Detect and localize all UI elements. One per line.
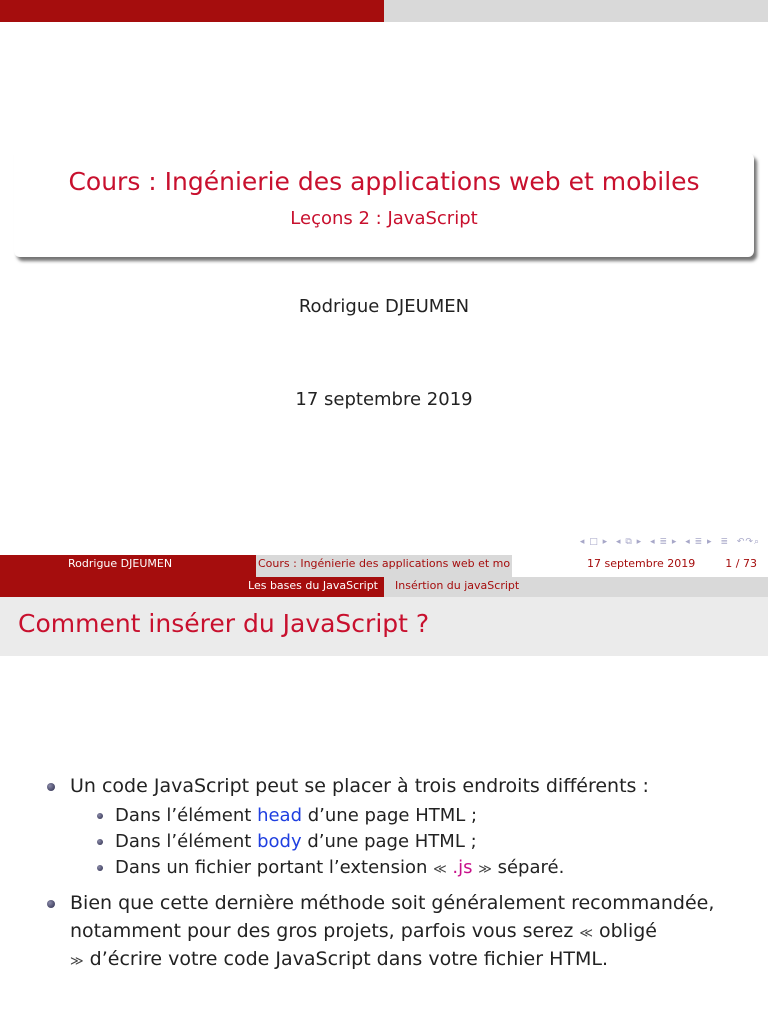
item-text: notamment pour des gros projets, parfois vous serez	[70, 920, 580, 942]
nav-frame-icon[interactable]: ◂ □ ▸	[579, 537, 609, 547]
open-quote: ≪	[579, 926, 593, 941]
item-text: obligé	[592, 920, 657, 942]
sub-item-text: Dans l’élément	[115, 831, 258, 852]
footer-page-number: 1 / 73	[725, 557, 757, 570]
subsection-name[interactable]: Insértion du javaScript	[395, 579, 520, 592]
open-quote: ≪	[433, 862, 447, 877]
keyword-body: body	[257, 831, 302, 852]
section-headline	[0, 577, 768, 597]
nav-subsection-list-icon[interactable]: ◂ ≣ ▸	[685, 537, 713, 547]
list-item: Un code JavaScript peut se placer à trois endroits différents :	[70, 775, 649, 797]
sub-item-text: Dans l’élément	[115, 805, 258, 826]
list-item-line	[70, 917, 657, 948]
frame-title-bar	[0, 597, 768, 656]
close-quote: ≫	[478, 862, 492, 877]
footer-date: 17 septembre 2019	[587, 557, 696, 570]
presentation-subtitle: Leçons 2 : JavaScript	[290, 208, 478, 229]
sub-list-item	[115, 803, 477, 829]
sub-item-text: d’une page HTML ;	[301, 831, 477, 852]
sub-list-item	[115, 829, 477, 855]
presentation-title: Cours : Ingénierie des applications web et mobiles	[68, 167, 700, 196]
nav-subsection-icon[interactable]: ◂ ⧉ ▸	[616, 537, 643, 547]
sub-bullet-icon	[97, 865, 103, 871]
navigation-controls[interactable]	[576, 537, 760, 547]
frame-title: Comment insérer du JavaScript ?	[18, 609, 430, 638]
bullet-icon	[47, 783, 55, 791]
list-item-line: Bien que cette dernière méthode soit généralement recommandée,	[70, 892, 715, 914]
section-box	[0, 577, 384, 597]
content-slide	[0, 557, 768, 1024]
nav-toc-icon[interactable]: ≣	[720, 537, 729, 547]
sub-item-text: d’une page HTML ;	[302, 805, 478, 826]
sub-list-item	[115, 855, 564, 883]
keyword-head: head	[257, 805, 303, 826]
sub-bullet-icon	[97, 813, 103, 819]
sub-item-text: séparé.	[491, 857, 565, 878]
author-name: Rodrigue DJEUMEN	[298, 296, 470, 317]
bullet-icon	[47, 900, 55, 908]
keyword-js: .js	[446, 857, 479, 878]
close-quote: ≫	[70, 954, 84, 969]
sub-item-text: Dans un fichier portant l’extension	[115, 857, 434, 878]
nav-section-icon[interactable]: ◂ ≣ ▸	[650, 537, 678, 547]
subsection-box	[384, 577, 768, 597]
progress-bar	[0, 0, 768, 22]
section-name[interactable]: Les bases du JavaScript	[248, 579, 378, 592]
presentation-date: 17 septembre 2019	[295, 389, 473, 410]
item-text: d’écrire votre code JavaScript dans votre fichier HTML.	[83, 948, 608, 970]
title-box	[14, 153, 754, 257]
footer-title: Cours : Ingénierie des applications web et mo	[258, 557, 511, 570]
list-item-line	[70, 945, 608, 976]
sub-bullet-icon	[97, 839, 103, 845]
footer-author: Rodrigue DJEUMEN	[68, 557, 173, 570]
nav-search-icon[interactable]: ↶↷⌕	[736, 537, 760, 547]
progress-bar-fill	[0, 0, 384, 22]
